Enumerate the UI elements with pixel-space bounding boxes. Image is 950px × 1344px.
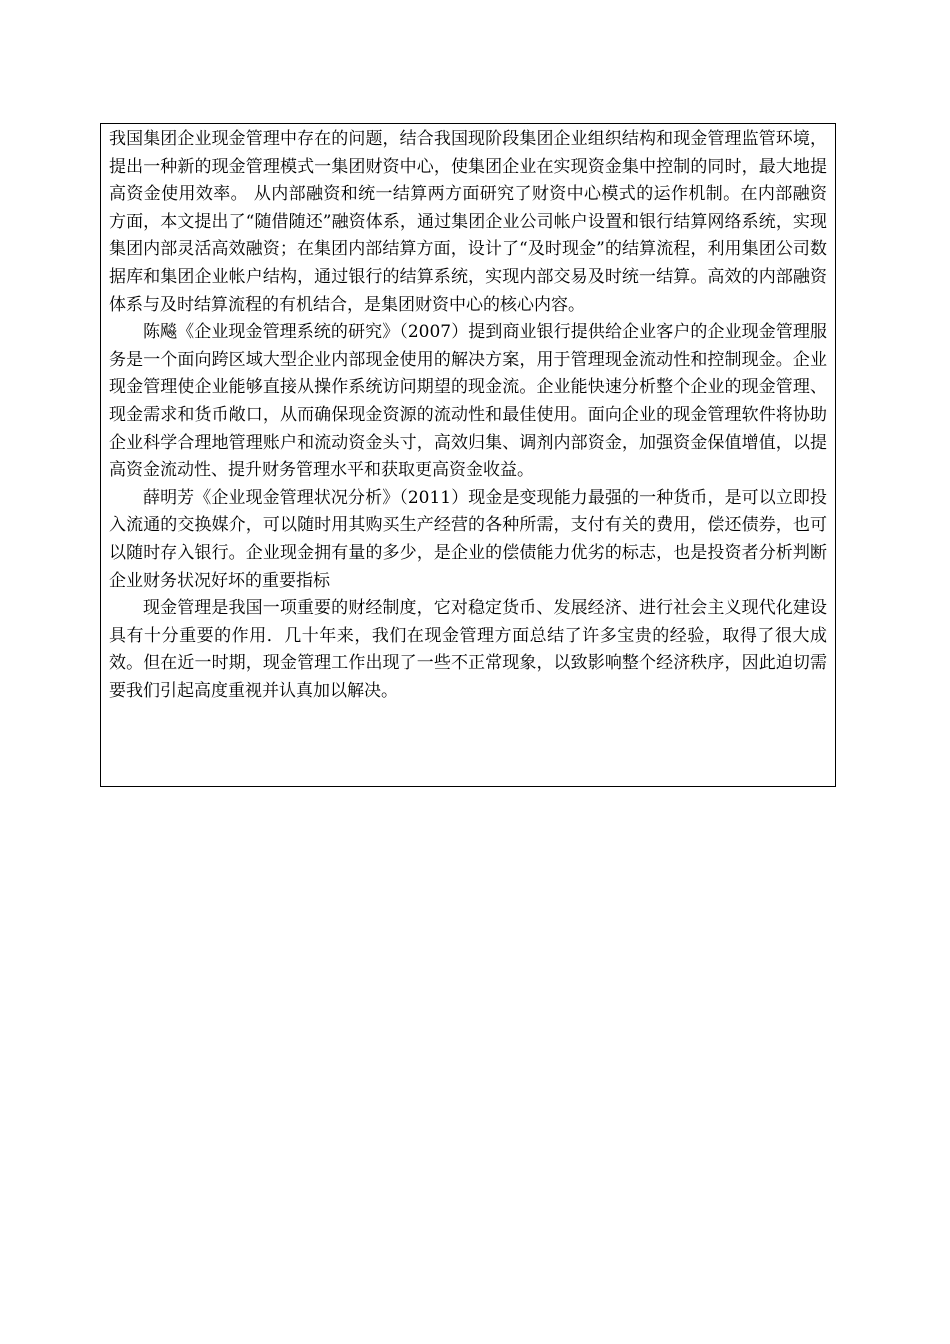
- paragraph-4: 现金管理是我国一项重要的财经制度，它对稳定货币、发展经济、进行社会主义现代化建设具有十分重要的作用．几十年来，我们在现金管理方面总结了许多宝贵的经验，取得了很大成效。但在近一时期，现金管理工作出现了一些不正常现象，以致影响整个经济秩序，因此迫切需要我们引起高度重视并认真加以解决。: [109, 598, 827, 701]
- paragraph-3: 薛明芳《企业现金管理状况分析》（2011）现金是变现能力最强的一种货币，是可以立即投入流通的交换媒介，可以随时用其购买生产经营的各种所需，支付有关的费用，偿还债券，也可以随时存入银行。企业现金拥有量的多少，是企业的偿债能力优劣的标志，也是投资者分析判断企业财务状况好坏的重要指标: [109, 487, 827, 591]
- paragraph-2: 陈飚《企业现金管理系统的研究》（2007）提到商业银行提供给企业客户的企业现金管理服务是一个面向跨区域大型企业内部现金使用的解决方案，用于管理现金流动性和控制现金。企业现金管理使企业能够直接从操作系统访问期望的现金流。企业能快速分析整个企业的现金管理、现金需求和货币敞口，从而确保现金资源的流动性和最佳使用。面向企业的现金管理软件将协助企业科学合理地管理账户和流动资金头寸，高效归集、调剂内部资金，加强资金保值增值，以提高资金流动性、提升财务管理水平和获取更高资金收益。: [109, 322, 827, 481]
- paragraph-1: 我国集团企业现金管理中存在的问题，结合我国现阶段集团企业组织结构和现金管理监管环境，提出一种新的现金管理模式一集团财资中心，使集团企业在实现资金集中控制的同时，最大地提高资金使用效率。 从内部融资和统一结算两方面研究了财资中心模式的运作机制。在内部融资方面，本文提出了“随借随还”融资体系，通过集团企业公司帐户设置和银行结算网络系统，实现集团内部灵活高效融资；在集团内部结算方面，设计了“及时现金”的结算流程，利用集团公司数据库和集团企业帐户结构，通过银行的结算系统，实现内部交易及时统一结算。高效的内部融资体系与及时结算流程的有机结合，是集团财资中心的核心内容。: [109, 129, 827, 315]
- text-frame: [100, 123, 836, 787]
